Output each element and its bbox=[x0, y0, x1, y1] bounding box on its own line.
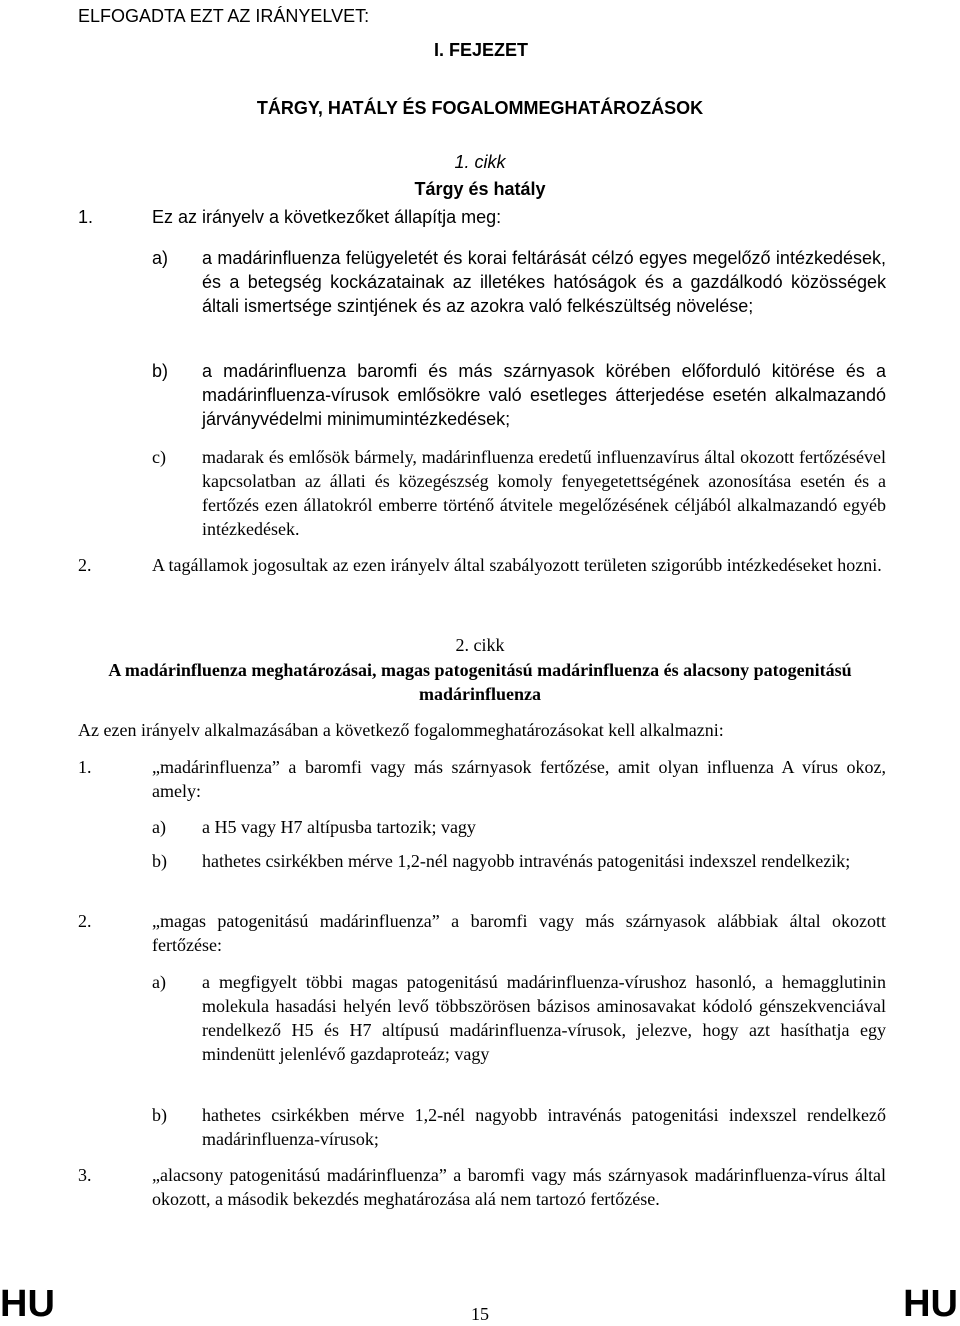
definition-2-item-b-label: b) bbox=[152, 1105, 167, 1125]
definition-1-text: „madárinfluenza” a baromfi vagy más szárnyasok fertőzése, amit olyan influenza A vírus okoz, amely: bbox=[152, 757, 886, 801]
definition-3-number: 3. bbox=[78, 1165, 92, 1185]
definition-2-item-a-label: a) bbox=[152, 972, 166, 992]
approval-line: ELFOGADTA EZT AZ IRÁNYELVET: bbox=[78, 6, 370, 26]
definition-3-text: „alacsony patogenitású madárinfluenza” a baromfi vagy más szárnyasok madárinfluenza-vírus által okozott, a második bekezdés meghatározása alá nem tartozó fertőzése. bbox=[152, 1165, 886, 1209]
article-1-item-b-label: b) bbox=[152, 361, 169, 381]
article-1-item-c-label: c) bbox=[152, 447, 166, 467]
article-1-item-c-text: madarak és emlősök bármely, madárinfluenza eredetű influenzavírus által okozott fertőzésével kapcsolatban az állati és közegészség komoly fenyegetettségének azonosítása esetén és a fertőzés ezen állatokról emberre történő átvitele megelőzésének céljából alkalmazandó egyéb intézkedések. bbox=[202, 447, 886, 539]
footer-language-right: HU bbox=[903, 1283, 958, 1325]
article-2-title: A madárinfluenza meghatározásai, magas patogenitású madárinfluenza és alacsony patogenitású madárinfluenza bbox=[108, 660, 852, 704]
definition-2-item-a-text: a megfigyelt többi magas patogenitású madárinfluenza-vírushoz hasonló, a hemagglutinin molekula hasadási helyén levő többszörösen bázisos aminosavakat kódoló génszekvenciával rendelkező H5 és H7 altípusú madárinfluenza-vírusok, jelezve, hogy azt hasíthatja egy mindenütt jelenlévő gazdaproteáz; vagy bbox=[202, 972, 886, 1064]
definition-1-item-b-text: hathetes csirkékben mérve 1,2-nél nagyobb intravénás patogenitási indexszel rendelkezik; bbox=[202, 851, 851, 871]
chapter-number bbox=[0, 38, 960, 62]
definition-2-text: „magas patogenitású madárinfluenza” a baromfi vagy más szárnyasok alábbiak által okozott fertőzése: bbox=[152, 911, 886, 955]
article-2-number: 2. cikk bbox=[455, 635, 505, 655]
footer-page-number: 15 bbox=[471, 1304, 489, 1324]
article-1-item-a-label: a) bbox=[152, 248, 169, 268]
article-1-paragraph-2-text: A tagállamok jogosultak az ezen irányelv által szabályozott területen szigorúbb intézkedéseket hozni. bbox=[152, 555, 882, 575]
chapter-number-text: I. FEJEZET bbox=[433, 40, 529, 60]
definition-2-item-b-text: hathetes csirkékben mérve 1,2-nél nagyobb intravénás patogenitási indexszel rendelkező madárinfluenza-vírusok; bbox=[202, 1105, 886, 1149]
definition-1-item-a-text: a H5 vagy H7 altípusba tartozik; vagy bbox=[202, 817, 476, 837]
chapter-title: TÁRGY, HATÁLY ÉS FOGALOMMEGHATÁROZÁSOK bbox=[256, 98, 704, 118]
footer-language-left: HU bbox=[0, 1283, 55, 1325]
article-1-paragraph-2-number: 2. bbox=[78, 555, 92, 575]
article-1-paragraph-1-number: 1. bbox=[78, 207, 94, 227]
article-2-intro: Az ezen irányelv alkalmazásában a következő fogalommeghatározásokat kell alkalmazni: bbox=[78, 720, 724, 740]
definition-1-item-a-label: a) bbox=[152, 817, 166, 837]
article-1-paragraph-1-text: Ez az irányelv a következőket állapítja meg: bbox=[152, 207, 502, 227]
article-1-number: 1. cikk bbox=[454, 152, 506, 172]
article-1-title: Tárgy és hatály bbox=[414, 179, 546, 199]
definition-1-item-b-label: b) bbox=[152, 851, 167, 871]
article-1-item-a-text: a madárinfluenza felügyeletét és korai feltárását célzó egyes megelőző intézkedések, és a betegség kockázatainak az illetékes hatóságok és a gazdálkodó közösségek általi ismertsége szintjének és az azokra való felkészültség növelése; bbox=[202, 248, 886, 316]
definition-2-number: 2. bbox=[78, 911, 92, 931]
definition-1-number: 1. bbox=[78, 757, 92, 777]
article-1-item-b-text: a madárinfluenza baromfi és más szárnyasok körében előforduló kitörése és a madárinfluenza-vírusok emlősökre való esetleges átterjedése esetén alkalmazandó járványvédelmi minimumintézkedések; bbox=[202, 361, 886, 429]
